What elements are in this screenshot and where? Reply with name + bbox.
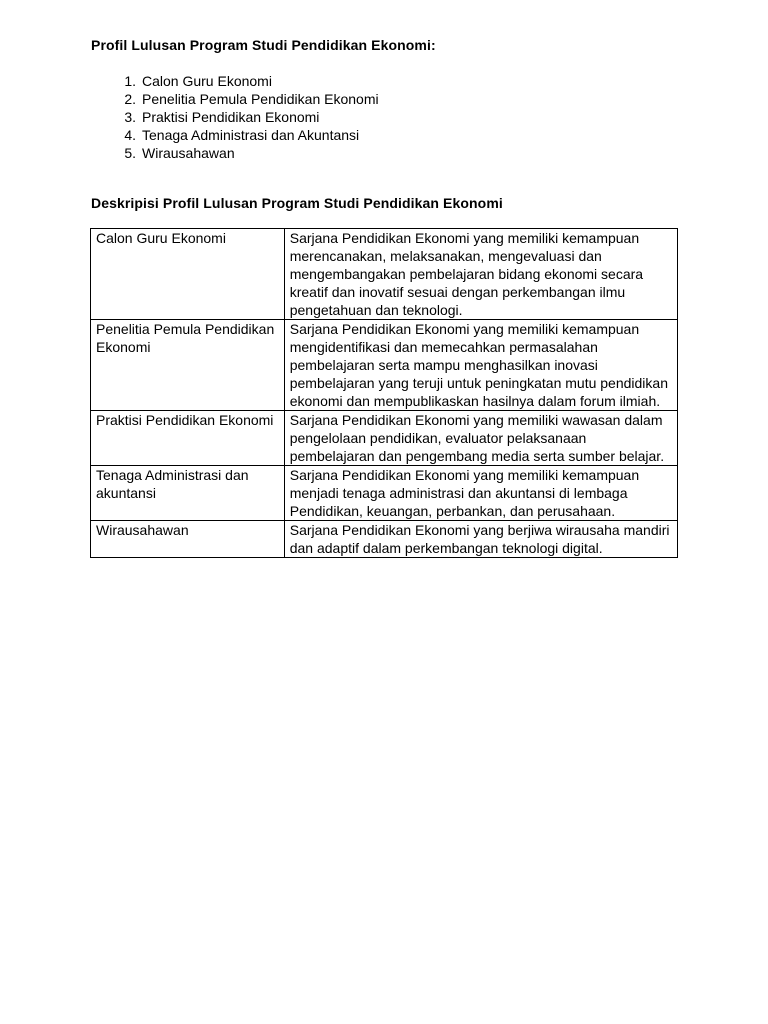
table-row [91,411,678,466]
description-cell: Sarjana Pendidikan Ekonomi yang memiliki kemampuan merencanakan, melaksanakan, mengevaluasi dan mengembangakan pembelajaran bidang ekonomi secara kreatif dan inovatif sesuai dengan perkembangan ilmu pengetahuan dan teknologi. [284,229,677,320]
list-item [91,126,379,144]
list-item [91,90,379,108]
table-row [91,229,678,320]
description-cell: Sarjana Pendidikan Ekonomi yang berjiwa wirausaha mandiri dan adaptif dalam perkembangan teknologi digital. [284,521,677,558]
profile-cell: Penelitia Pemula Pendidikan Ekonomi [91,320,285,411]
list-item [91,72,379,90]
profile-cell: Praktisi Pendidikan Ekonomi [91,411,285,466]
list-item-number: 5 . [91,144,136,162]
profile-description-table [90,228,678,558]
profile-cell: Calon Guru Ekonomi [91,229,285,320]
list-item [91,108,379,126]
list-item-number: 1 . [91,72,136,90]
description-cell: Sarjana Pendidikan Ekonomi yang memiliki kemampuan menjadi tenaga administrasi dan akuntansi di lembaga Pendidikan, keuangan, perbankan, dan perusahaan. [284,466,677,521]
list-item [91,144,379,162]
list-item-number: 2 . [91,90,136,108]
profile-list [91,72,379,162]
list-item-label: Wirausahawan [142,145,235,161]
profile-cell: Tenaga Administrasi dan akuntansi [91,466,285,521]
table-title: Deskripisi Profil Lulusan Program Studi Pendidikan Ekonomi [91,195,503,211]
list-item-label: Praktisi Pendidikan Ekonomi [142,109,320,125]
list-item-label: Tenaga Administrasi dan Akuntansi [142,127,360,143]
description-cell: Sarjana Pendidikan Ekonomi yang memiliki wawasan dalam pengelolaan pendidikan, evaluator pelaksanaan pembelajaran dan pengembang media serta sumber belajar. [284,411,677,466]
list-item-number: 4 . [91,126,136,144]
page-title: Profil Lulusan Program Studi Pendidikan Ekonomi: [91,37,436,53]
profile-cell: Wirausahawan [91,521,285,558]
list-item-number: 3 . [91,108,136,126]
table-row [91,466,678,521]
table-row [91,521,678,558]
description-cell: Sarjana Pendidikan Ekonomi yang memiliki kemampuan mengidentifikasi dan memecahkan permasalahan pembelajaran serta mampu menghasilkan inovasi pembelajaran yang teruji untuk peningkatan mutu pendidikan ekonomi dan mempublikaskan hasilnya dalam forum ilmiah. [284,320,677,411]
list-item-label: Calon Guru Ekonomi [142,73,272,89]
table-row [91,320,678,411]
list-item-label: Penelitia Pemula Pendidikan Ekonomi [142,91,379,107]
